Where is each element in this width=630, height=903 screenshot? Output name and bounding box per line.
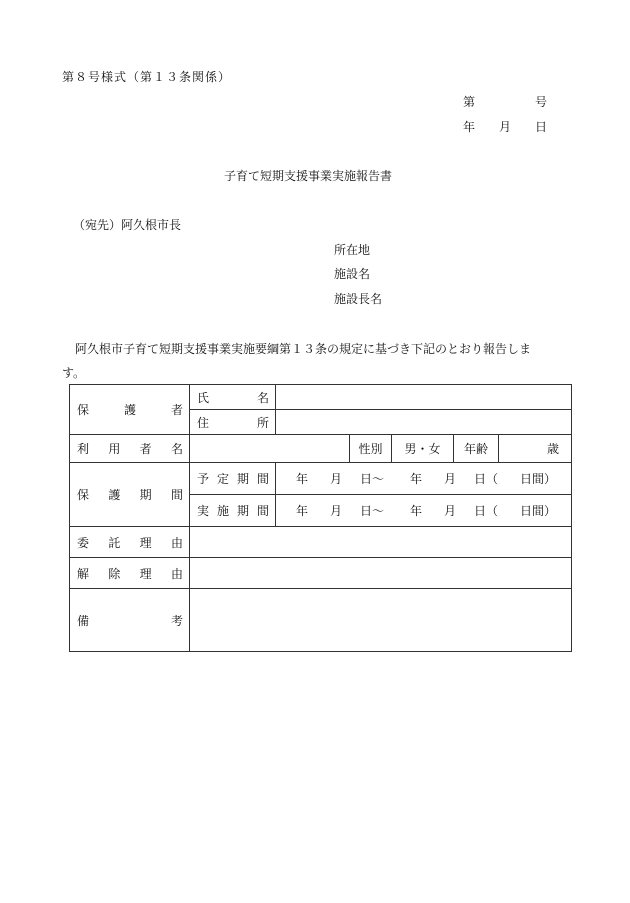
actual-month-from: 月 xyxy=(330,504,343,518)
protection-period-label: 保 護 期 間 xyxy=(77,488,183,502)
gender-label-cell xyxy=(350,435,392,463)
actual-year-to: 年 xyxy=(410,504,423,518)
remarks-label: 備 考 xyxy=(77,613,183,628)
release-reason-label: 解 除 理 由 xyxy=(77,566,183,581)
report-table xyxy=(69,384,572,652)
release-reason-label-cell xyxy=(70,558,190,589)
planned-day-from: 日～ xyxy=(360,472,385,486)
entrust-reason-label: 委 託 理 由 xyxy=(77,535,183,550)
guardian-address-field[interactable] xyxy=(276,410,572,435)
planned-period-label: 予 定 期 間 xyxy=(197,472,269,486)
body-text-line2: す。 xyxy=(62,366,86,380)
guardian-name-field[interactable] xyxy=(276,385,572,410)
planned-year-to: 年 xyxy=(410,472,423,486)
guardian-label-cell xyxy=(70,385,190,435)
guardian-name-label-cell xyxy=(190,385,276,410)
facility-address-label: 所在地 xyxy=(334,243,371,257)
actual-period-field[interactable] xyxy=(276,495,572,527)
actual-day-from: 日～ xyxy=(360,504,385,518)
gender-options-cell[interactable] xyxy=(392,435,454,463)
planned-period-label-cell xyxy=(190,463,276,495)
document-number-label: 第 号 xyxy=(463,95,548,109)
form-number: 第８号様式（第１３条関係） xyxy=(62,70,232,84)
user-name-field[interactable] xyxy=(190,435,350,463)
actual-days: 日間） xyxy=(520,504,557,518)
remarks-label-cell xyxy=(70,589,190,652)
actual-day-to: 日（ xyxy=(474,504,499,518)
actual-period-label: 実 施 期 間 xyxy=(197,504,269,518)
planned-period-field[interactable] xyxy=(276,463,572,495)
protection-period-label-cell xyxy=(70,463,190,527)
body-text-line1: 阿久根市子育て短期支援事業実施要綱第１３条の規定に基づき下記のとおり報告しま xyxy=(75,342,532,356)
page-title: 子育て短期支援事業実施報告書 xyxy=(224,169,393,183)
guardian-name-label: 氏 名 xyxy=(197,390,269,405)
age-label: 年齢 xyxy=(463,442,488,456)
remarks-field[interactable] xyxy=(190,589,572,652)
planned-day-to: 日（ xyxy=(474,472,499,486)
entrust-reason-field[interactable] xyxy=(190,527,572,558)
facility-name-label: 施設名 xyxy=(334,267,371,281)
actual-year-from: 年 xyxy=(296,504,309,518)
age-label-cell xyxy=(454,435,499,463)
planned-days: 日間） xyxy=(520,472,557,486)
gender-label: 性別 xyxy=(358,442,383,456)
entrust-reason-label-cell xyxy=(70,527,190,558)
planned-month-from: 月 xyxy=(330,472,343,486)
planned-year-from: 年 xyxy=(296,472,309,486)
planned-month-to: 月 xyxy=(444,472,457,486)
actual-month-to: 月 xyxy=(444,504,457,518)
guardian-address-label-cell xyxy=(190,410,276,435)
facility-head-label: 施設長名 xyxy=(334,292,383,306)
age-field[interactable] xyxy=(499,435,572,463)
actual-period-label-cell xyxy=(190,495,276,527)
guardian-address-label: 住 所 xyxy=(197,415,269,430)
age-unit: 歳 xyxy=(546,442,559,456)
user-name-label-cell xyxy=(70,435,190,463)
addressee: （宛先）阿久根市長 xyxy=(73,218,182,232)
release-reason-field[interactable] xyxy=(190,558,572,589)
gender-options[interactable]: 男・女 xyxy=(404,442,441,456)
guardian-label: 保 護 者 xyxy=(77,403,183,417)
document-date-label: 年 月 日 xyxy=(463,120,548,134)
user-name-label: 利 用 者 名 xyxy=(77,442,183,456)
